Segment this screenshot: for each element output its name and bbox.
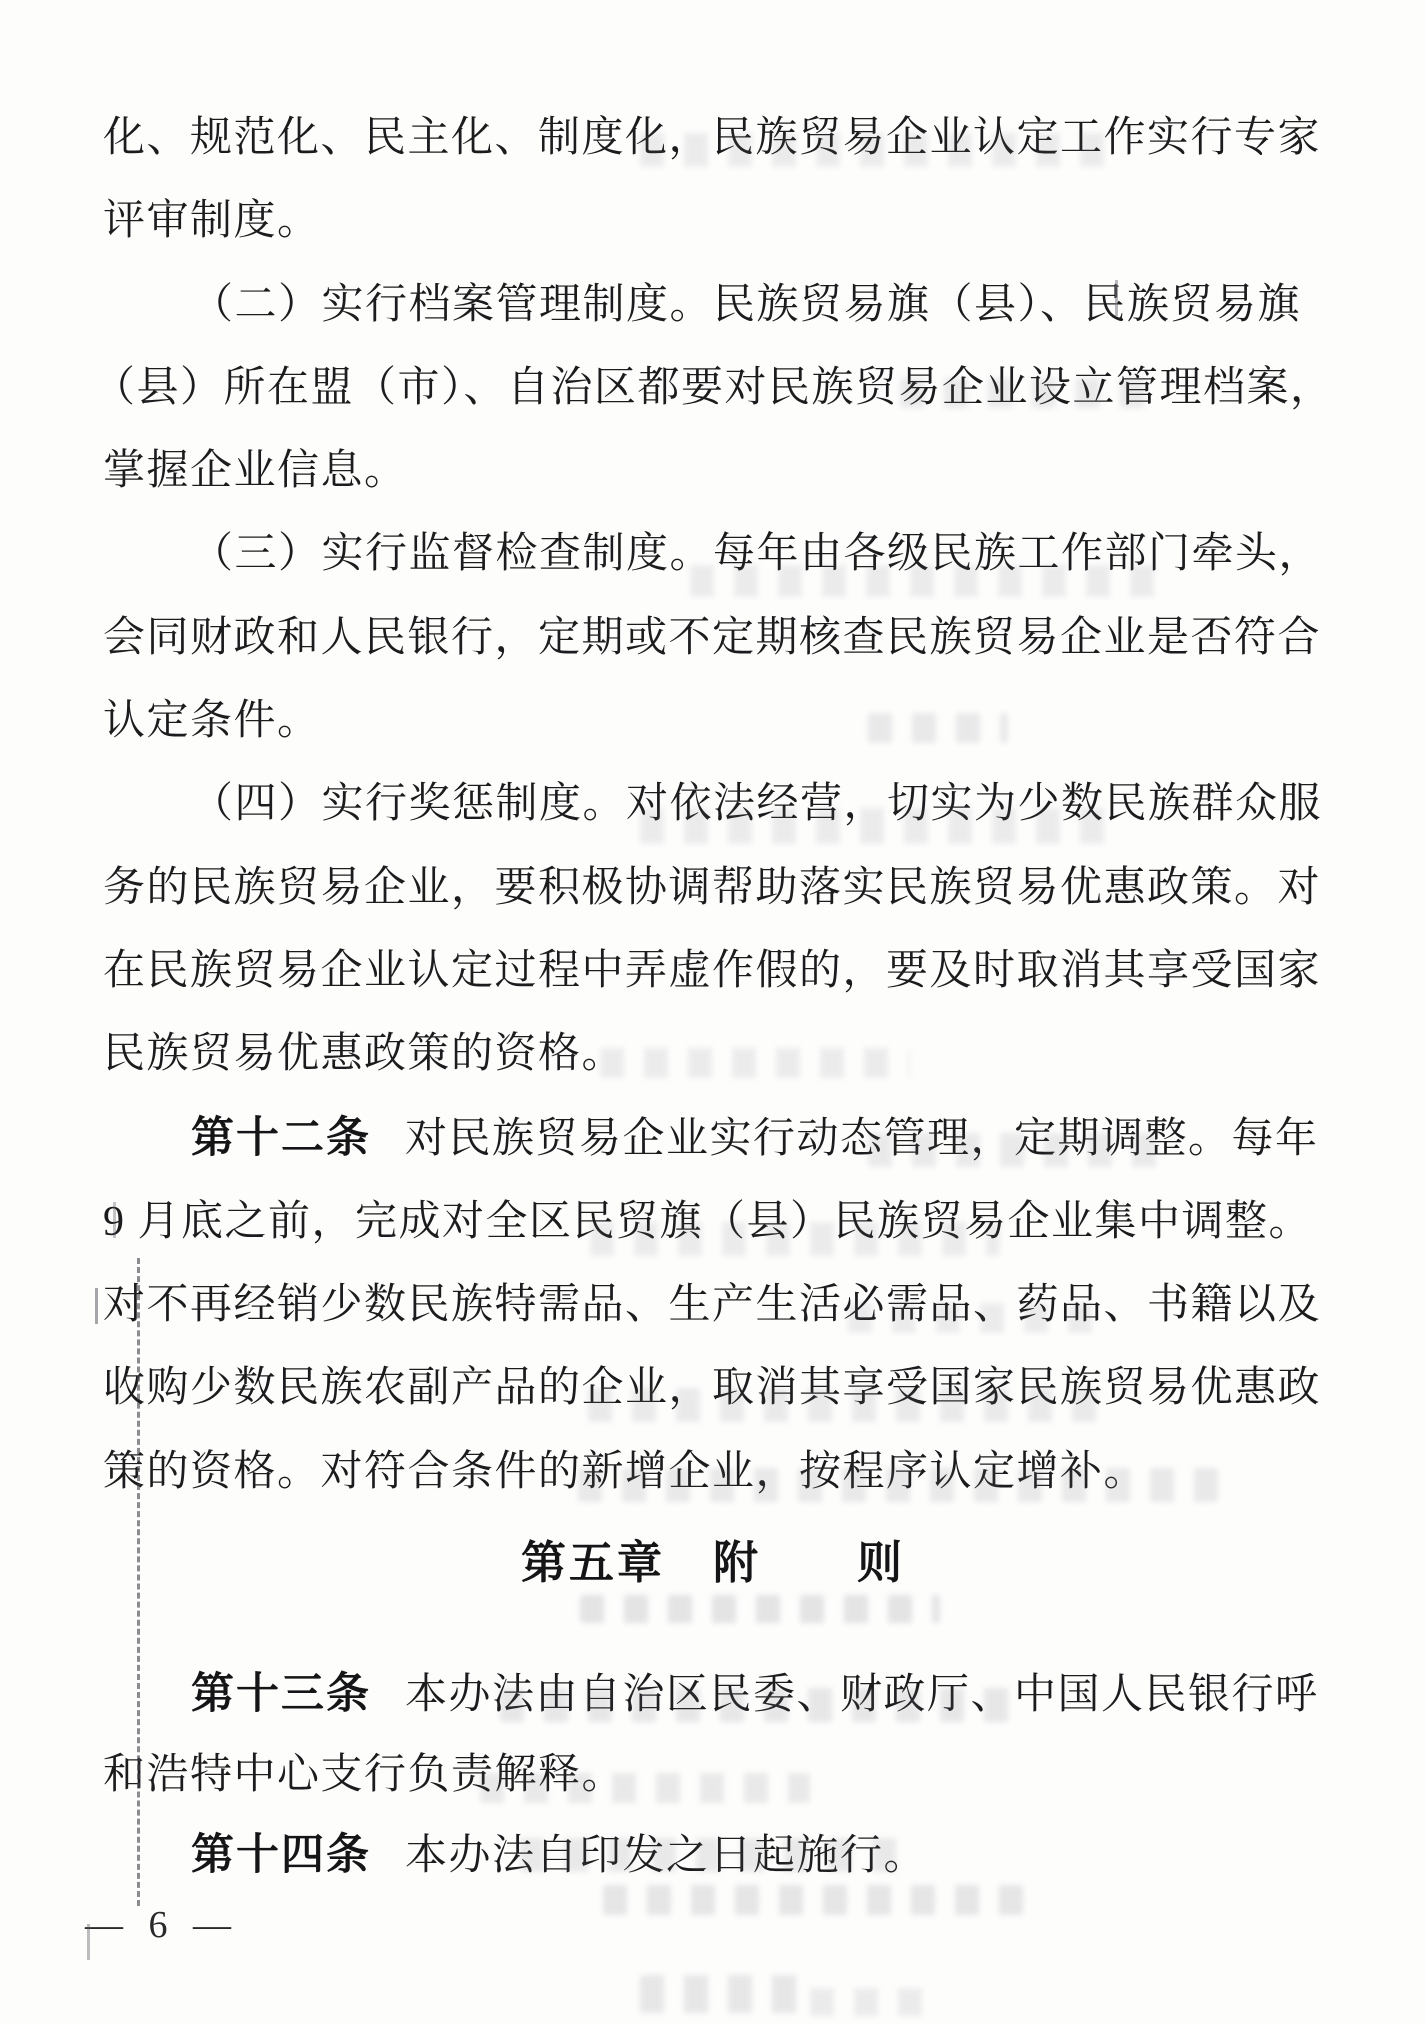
text-line: 和浩特中心支行负责解释。 xyxy=(103,1752,626,1798)
bleedthrough-mark xyxy=(600,1048,910,1078)
article-number-13: 第十三条 xyxy=(191,1669,371,1719)
chapter-heading: 第五章 附 则 xyxy=(520,1536,905,1589)
text-line: 第十三条 本办法由自治区民委、财政厅、中国人民银行呼 xyxy=(191,1669,1319,1719)
text-line: 评审制度。 xyxy=(103,198,321,245)
bleedthrough-mark xyxy=(480,1773,810,1803)
bleedthrough-mark xyxy=(520,1838,910,1872)
bleedthrough-mark xyxy=(580,1595,940,1623)
text-line: 第十二条 对民族贸易企业实行动态管理，定期调整。每年 xyxy=(191,1112,1319,1163)
bleedthrough-mark xyxy=(640,808,1110,844)
bleedthrough-mark xyxy=(588,1388,1113,1422)
scan-artifact-speck xyxy=(95,1288,98,1324)
text-line: 认定条件。 xyxy=(103,698,321,745)
bleedthrough-mark xyxy=(603,1885,1023,1915)
text-line: 民族贸易优惠政策的资格。 xyxy=(103,1031,626,1078)
text-line: （四）实行奖惩制度。对依法经营，切实为少数民族群众服 xyxy=(191,781,1323,828)
text-line: 会同财政和人民银行，定期或不定期核查民族贸易企业是否符合 xyxy=(103,614,1322,661)
text-line: 第十四条 本办法自印发之日起施行。 xyxy=(191,1830,928,1880)
scan-artifact-dashed-line xyxy=(137,1258,140,1906)
text-line: 收购少数民族农副产品的企业，取消其享受国家民族贸易优惠政 xyxy=(103,1365,1322,1412)
bleedthrough-mark xyxy=(868,1133,1163,1167)
bleedthrough-mark xyxy=(578,1468,1218,1502)
bleedthrough-mark xyxy=(868,713,1008,743)
article-number-12: 第十二条 xyxy=(191,1112,371,1163)
text-line: 掌握企业信息。 xyxy=(103,448,408,495)
bleedthrough-mark xyxy=(590,1222,1000,1256)
text-line: （县）所在盟（市）、自治区都要对民族贸易企业设立管理档案， xyxy=(93,364,1334,411)
bleedthrough-mark xyxy=(640,1975,800,2013)
text-line: （二）实行档案管理制度。民族贸易旗（县）、民族贸易旗 xyxy=(191,281,1302,328)
text-line: （三）实行监督检查制度。每年由各级民族工作部门牵头， xyxy=(191,531,1323,578)
article-number-14: 第十四条 xyxy=(191,1830,371,1880)
page-number: — 6 — xyxy=(85,1904,239,1946)
bleedthrough-mark xyxy=(810,1988,930,2016)
text-line: 务的民族贸易企业，要积极协调帮助落实民族贸易优惠政策。对 xyxy=(103,864,1322,911)
bleedthrough-mark xyxy=(690,565,1160,597)
text-line: 对不再经销少数民族特需品、生产生活必需品、药品、书籍以及 xyxy=(103,1282,1322,1329)
text-line: 化、规范化、民主化、制度化，民族贸易企业认定工作实行专家 xyxy=(103,115,1322,161)
text-line: 策的资格。对符合条件的新增企业，按程序认定增补。 xyxy=(103,1448,1148,1495)
body-text-upper xyxy=(93,97,1334,1514)
text-line: 9 月底之前，完成对全区民贸旗（县）民族贸易企业集中调整。 xyxy=(103,1198,1313,1245)
text-line: 在民族贸易企业认定过程中弄虚作假的，要及时取消其享受国家 xyxy=(103,947,1322,994)
bleedthrough-mark xyxy=(900,378,1155,408)
bleedthrough-mark xyxy=(848,1303,1103,1333)
bleedthrough-mark xyxy=(500,1688,1015,1722)
bleedthrough-mark xyxy=(640,133,1110,167)
